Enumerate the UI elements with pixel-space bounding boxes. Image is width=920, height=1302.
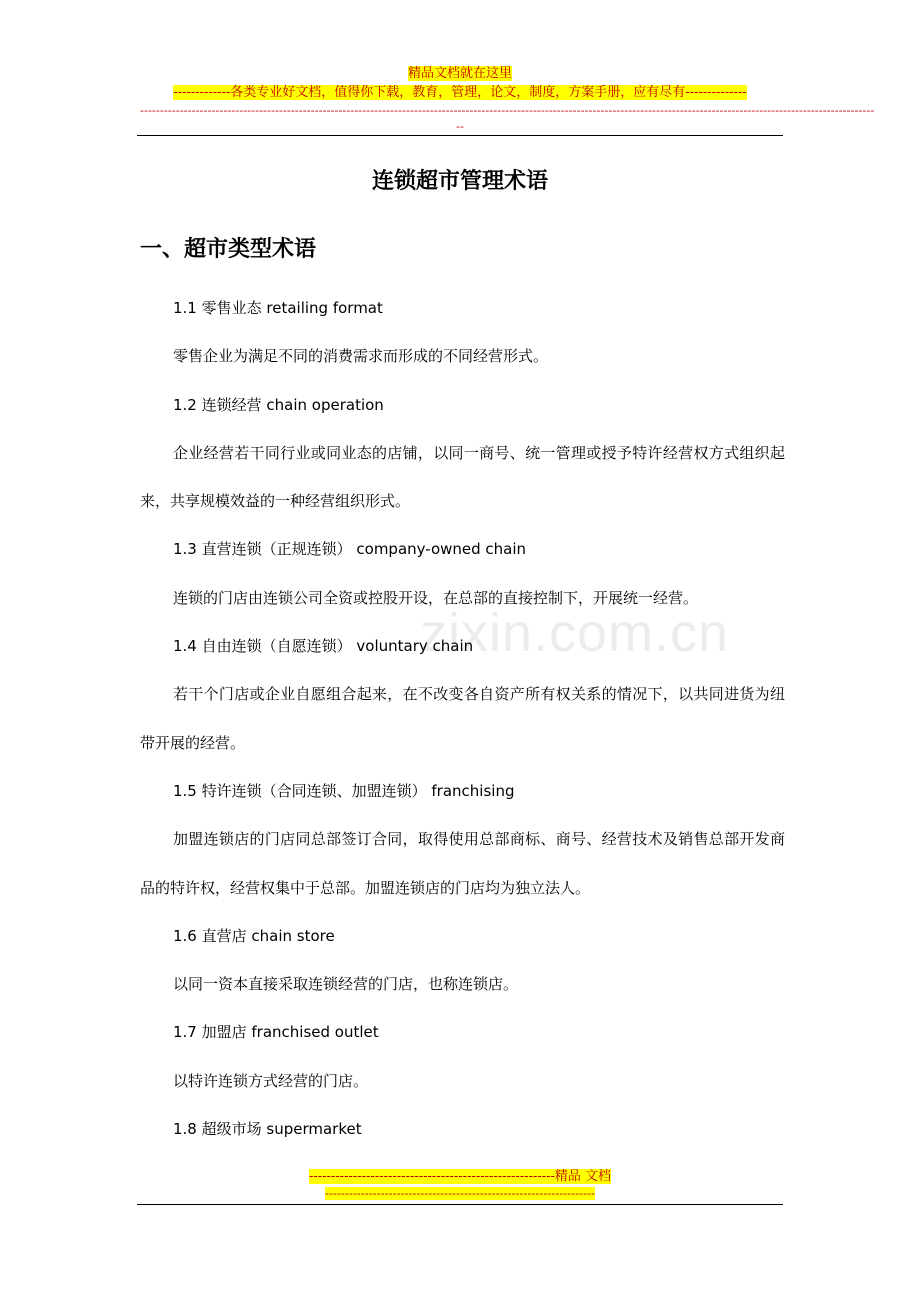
term-heading: 1.6 直营店 chain store — [173, 926, 335, 945]
term-heading: 1.1 零售业态 retailing format — [173, 299, 383, 317]
term-heading: 1.3 直营连锁（正规连锁） company-owned chain — [173, 540, 527, 559]
term-definition: 以同一资本直接采取连锁经营的门店，也称连锁店。 — [173, 975, 519, 994]
term-heading: 1.7 加盟店 franchised outlet — [173, 1023, 379, 1042]
footer-dash-line: -------------------------------------------------------------------- — [325, 1187, 595, 1200]
header-banner: -------------各类专业好文档，值得你下载，教育，管理，论文，制度，方案手册，应有尽有-------------- — [173, 85, 747, 100]
document-body — [140, 284, 785, 1153]
term-definition: 企业经营若干同行业或同业态的店铺，以同一商号、统一管理或授予特许经营权方式组织起来，共享规模效益的一种经营组织形式。 — [140, 443, 785, 511]
watermark: zixin.com.cn — [420, 603, 730, 663]
term-definition: 若干个门店或企业自愿组合起来，在不改变各自资产所有权关系的情况下，以共同进货为纽带开展的经营。 — [140, 685, 785, 752]
header-rule — [137, 135, 783, 136]
term-definition: 以特许连锁方式经营的门店。 — [173, 1071, 369, 1090]
footer-banner: --------------------------------------------------------精品 文档 — [308, 1169, 612, 1184]
term-definition: 零售企业为满足不同的消费需求而形成的不同经营形式。 — [173, 347, 549, 366]
header-dash-line-continued: -- — [456, 120, 464, 133]
term-heading: 1.8 超级市场 supermarket — [173, 1120, 362, 1139]
footer-rule — [137, 1204, 783, 1205]
term-heading: 1.2 连锁经营 chain operation — [173, 395, 384, 414]
term-heading: 1.5 特许连锁（合同连锁、加盟连锁） franchising — [173, 781, 515, 800]
term-heading: 1.4 自由连锁（自愿连锁） voluntary chain — [173, 637, 474, 656]
section-heading: 一、超市类型术语 — [140, 237, 317, 262]
document-title: 连锁超市管理术语 — [371, 169, 548, 194]
header-tagline: 精品文档就在这里 — [407, 66, 512, 81]
term-definition: 加盟连锁店的门店同总部签订合同，取得使用总部商标、商号、经营技术及销售总部开发商品的特许权，经营权集中于总部。加盟连锁店的门店均为独立法人。 — [140, 830, 785, 897]
term-definition: 连锁的门店由连锁公司全资或控股开设，在总部的直接控制下，开展统一经营。 — [173, 588, 699, 607]
header-dash-line: ----------------------------------------------------------------------------------------------------------------------------------------------------------------------------------------- — [140, 104, 875, 117]
